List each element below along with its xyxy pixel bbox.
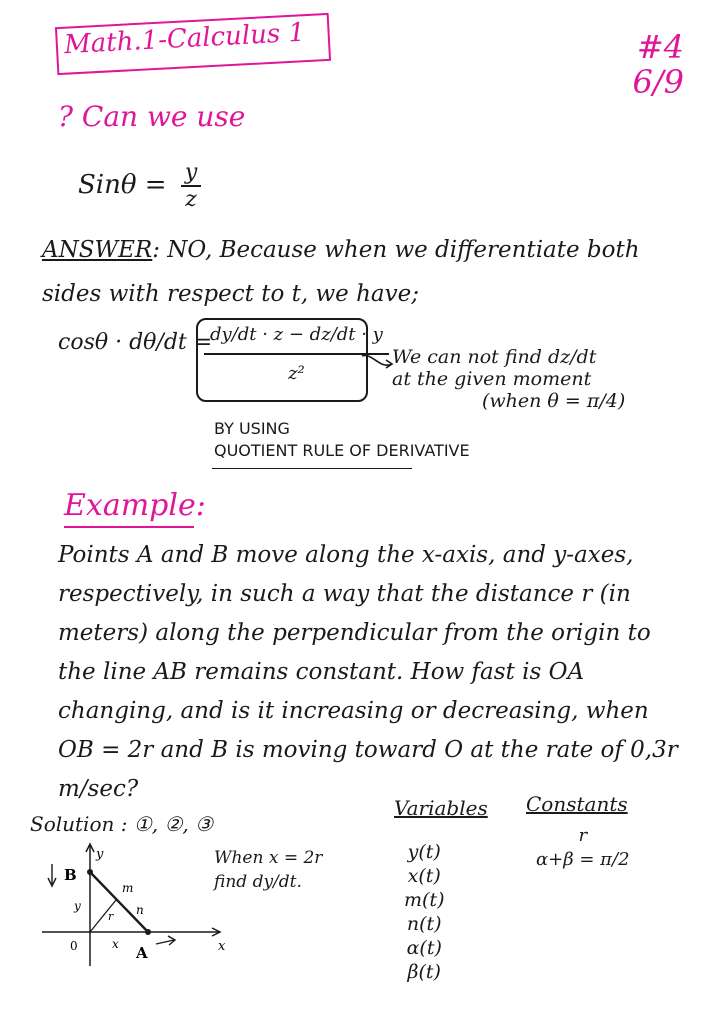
diagram-label-a: A xyxy=(136,944,148,962)
problem-text: Points A and B move along the x-axis, and y-axes, respectively, in such a way that the distance r (in meters) along the perpendicular from the origin to the line AB remains constant. How fast is OA changing, and is it increasing or decreasing, when OB = 2r and B is moving toward O at the rate of 0,3r m/sec? xyxy=(58,542,678,802)
divider xyxy=(212,468,412,469)
point-b xyxy=(87,869,93,875)
equation-numerator: y xyxy=(181,160,201,187)
answer-line-2: sides with respect to t, we have; xyxy=(42,281,419,307)
issue-number: #4 xyxy=(636,28,684,66)
diagram-label-m: m xyxy=(122,881,134,895)
question-text: ? Can we use xyxy=(58,100,246,133)
derivative-lhs: cosθ · dθ/dt = xyxy=(58,330,213,355)
page-title: Math.1-Calculus 1 xyxy=(63,17,306,61)
diagram-side-x: x xyxy=(112,937,119,951)
method-note xyxy=(214,418,470,462)
right-arrow-icon xyxy=(156,936,175,945)
diagram-label-x: x xyxy=(218,939,226,954)
variable-item: n(t) xyxy=(406,913,442,935)
equation-fraction xyxy=(181,160,201,212)
note xyxy=(392,346,625,412)
method-line-2: QUOTIENT RULE OF DERIVATIVE xyxy=(214,441,470,460)
diagram-side-y: y xyxy=(74,899,81,913)
issue-marker xyxy=(633,30,685,100)
variable-item: x(t) xyxy=(407,865,441,887)
variables-list xyxy=(404,840,444,984)
diagram-label-r: r xyxy=(108,910,114,923)
constant-item: r xyxy=(578,825,588,846)
quotient-denominator: z² xyxy=(288,363,305,384)
constants-header: Constants xyxy=(526,792,628,816)
answer-text-1: : NO, Because when we differentiate both xyxy=(152,237,640,263)
given-note xyxy=(214,846,322,894)
geometry-diagram xyxy=(30,840,230,970)
answer-line-1 xyxy=(42,232,640,268)
constants-list xyxy=(536,824,630,872)
variable-item: y(t) xyxy=(407,841,441,863)
variable-item: β(t) xyxy=(407,961,441,983)
diagram-label-y: y xyxy=(96,847,104,862)
equation-lhs: Sinθ = xyxy=(78,170,167,200)
diagram-label-n: n xyxy=(136,903,144,917)
point-a xyxy=(145,929,151,935)
note-line-1: We can not find dz/dt xyxy=(392,346,597,368)
down-arrow-icon xyxy=(48,864,56,886)
equation-denominator: z xyxy=(185,187,197,212)
solution-label: Solution : ①, ②, ③ xyxy=(30,812,214,836)
quotient-numerator: dy/dt · z − dz/dt · y xyxy=(204,318,389,355)
date: 6/9 xyxy=(632,63,684,102)
note-line-2: at the given moment xyxy=(392,368,592,390)
question-equation xyxy=(78,160,201,212)
constant-item: α+β = π/2 xyxy=(536,849,630,870)
diagram-label-b: B xyxy=(64,866,77,884)
answer-label: ANSWER xyxy=(42,237,153,263)
variables-header: Variables xyxy=(394,796,488,820)
arrow-icon xyxy=(360,350,396,374)
method-line-1: BY USING xyxy=(214,419,290,438)
given-line-2: find dy/dt. xyxy=(214,872,302,892)
diagram-label-o: 0 xyxy=(70,939,78,953)
segment-ab xyxy=(90,872,148,932)
variable-item: α(t) xyxy=(406,937,442,959)
example-heading: Example: xyxy=(64,488,206,523)
given-line-1: When x = 2r xyxy=(214,848,323,868)
example-underline xyxy=(64,526,194,528)
note-line-3: (when θ = π/4) xyxy=(482,390,626,412)
variable-item: m(t) xyxy=(404,889,445,911)
